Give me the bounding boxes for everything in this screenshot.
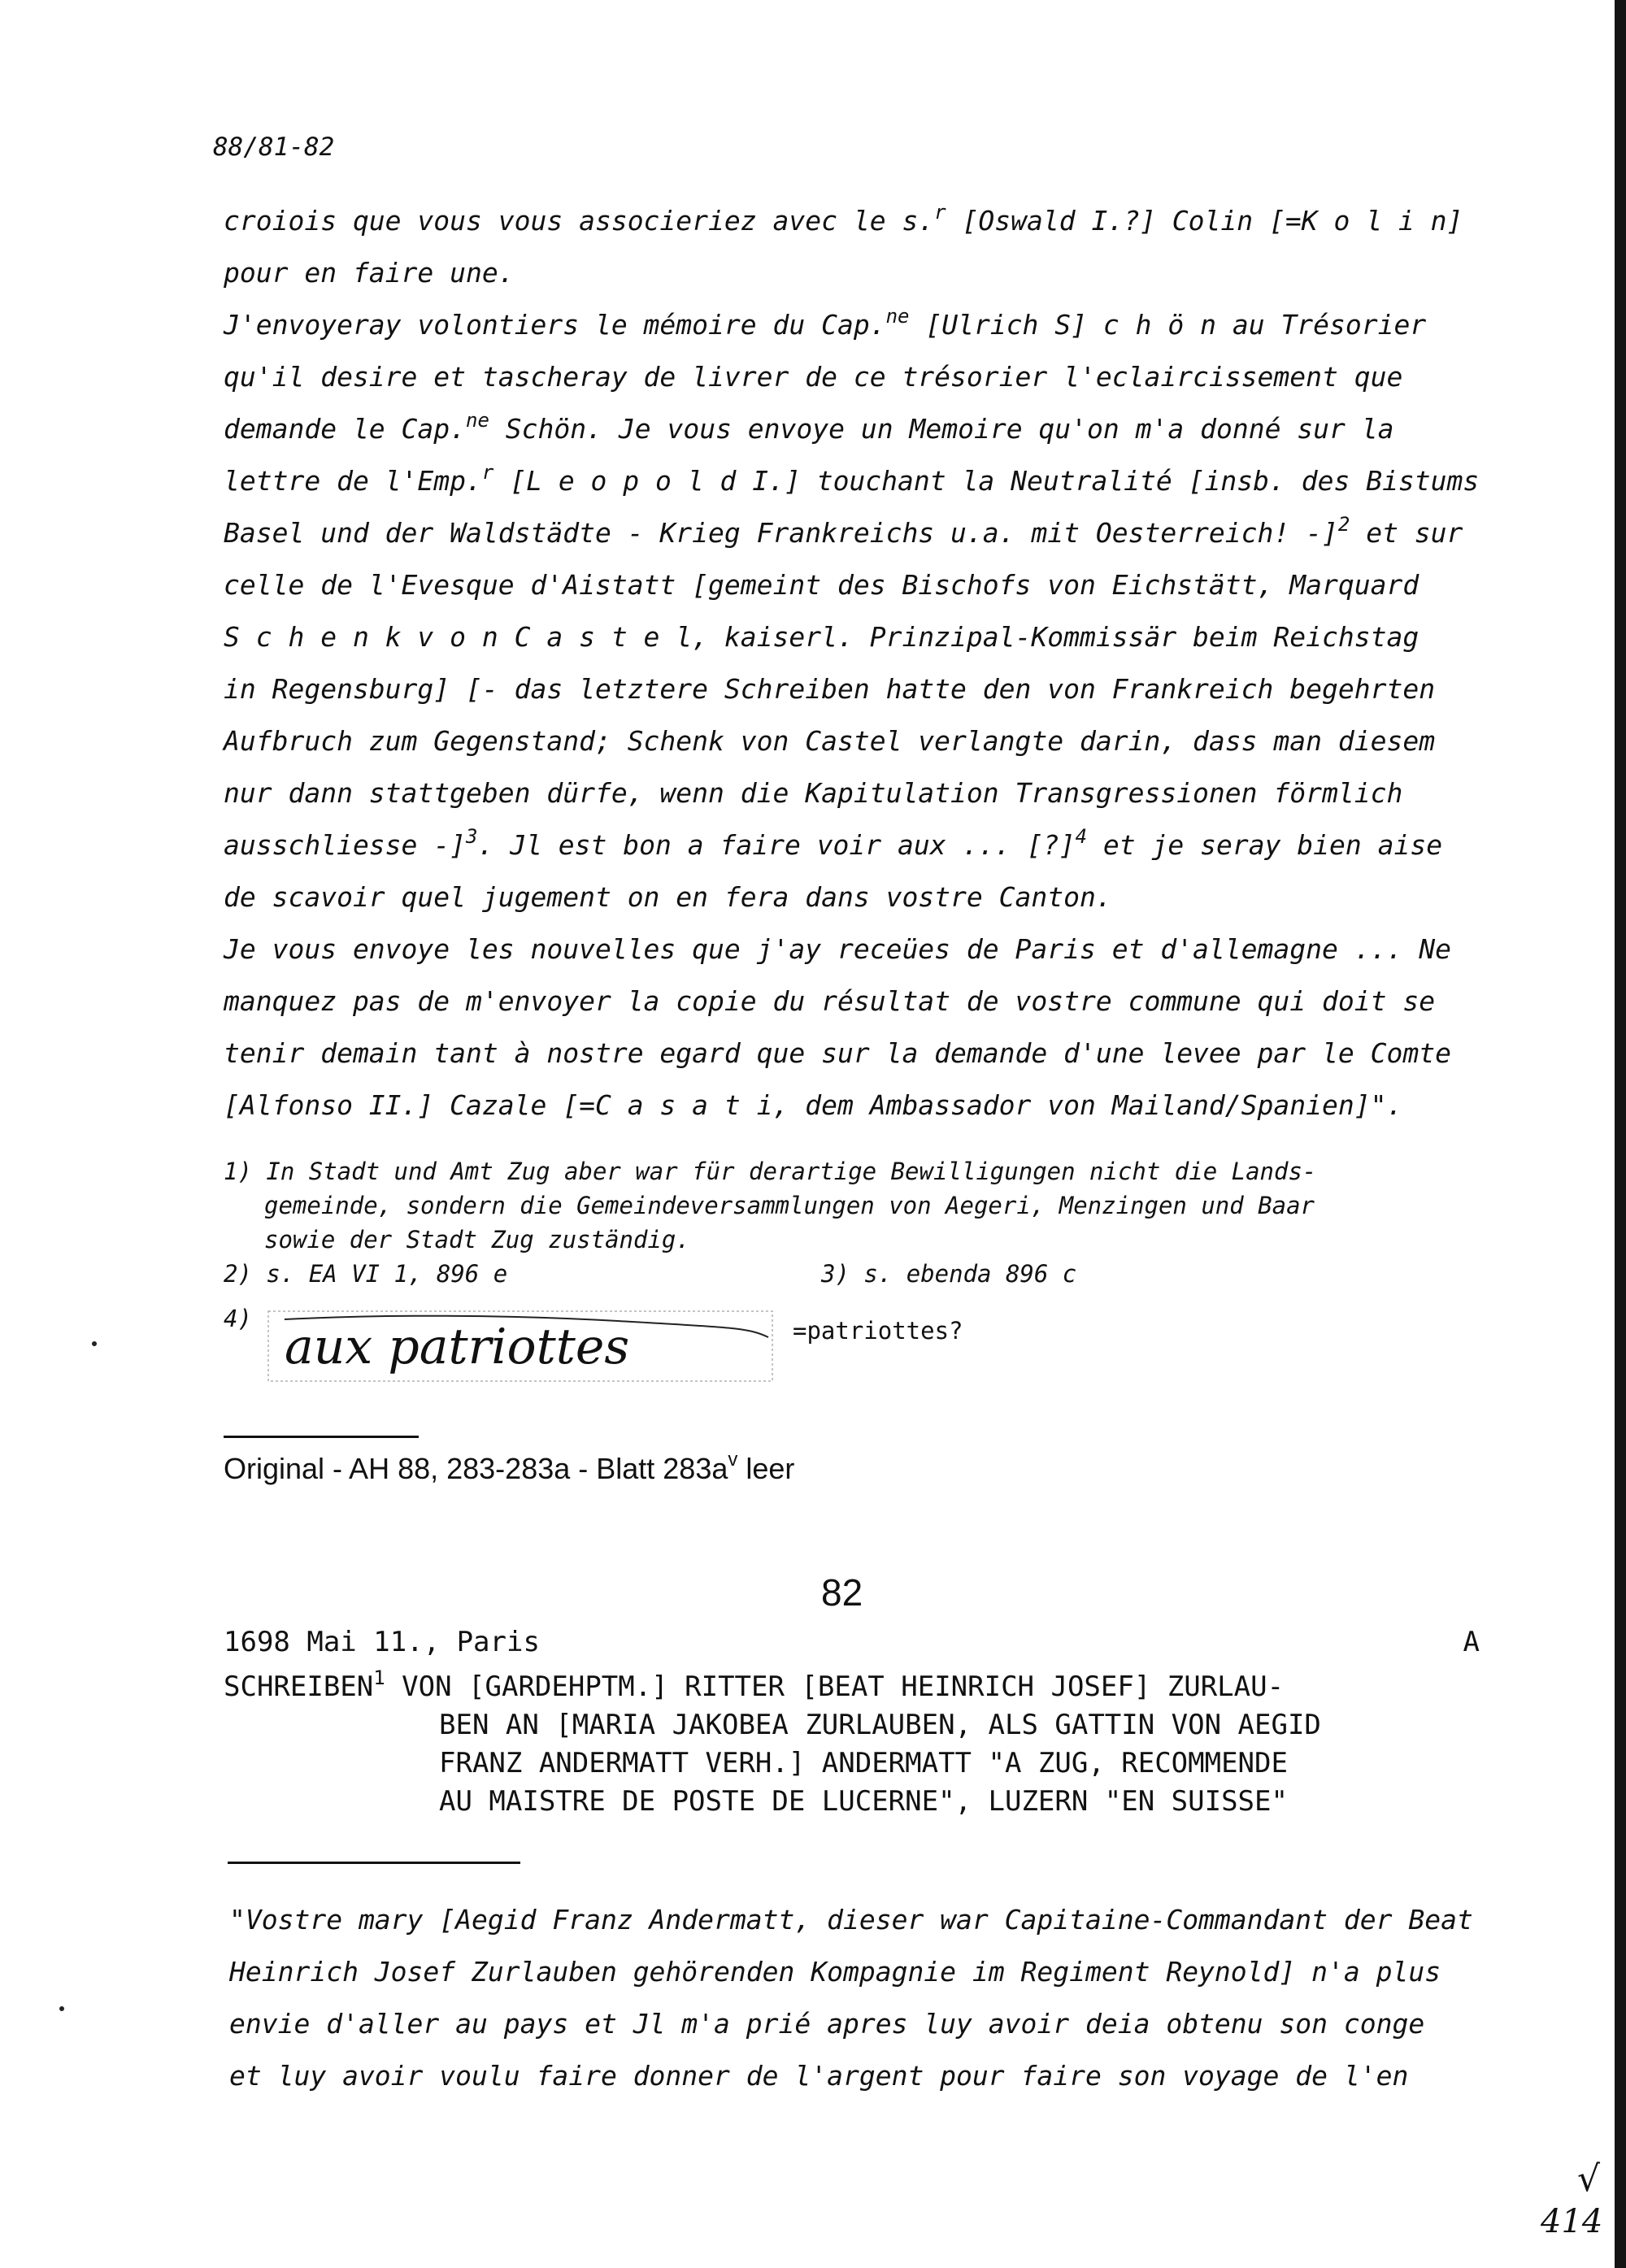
letter-line: envie d'aller au pays et Jl m'a prié apres luy avoir deia obtenu son conge — [229, 2008, 1425, 2040]
body-line: ausschliesse -]$^3$. Jl est bon a faire voir aux ... [?]$^4$ et je seray bien aise — [224, 825, 1443, 861]
footnote-3: 3) s. ebenda 896 c — [821, 1260, 1077, 1288]
scan-speck — [92, 1341, 97, 1346]
footnote-2: 2) s. EA VI 1, 896 e — [224, 1260, 508, 1288]
letter-line: et luy avoir voulu faire donner de l'argent pour faire son voyage de l'en — [229, 2060, 1409, 2092]
handwriting-sample-image — [260, 1305, 780, 1386]
body-line: pour en faire une. — [224, 257, 515, 289]
body-line: Basel und der Waldstädte - Krieg Frankreichs u.a. mit Oesterreich! -]$^2$ et sur — [224, 513, 1463, 549]
document-number: 82 — [821, 1571, 863, 1614]
letter-body-81 — [224, 195, 1492, 1132]
heading-line: AU MAISTRE DE POSTE DE LUCERNE", LUZERN "EN SUISSE" — [439, 1785, 1288, 1818]
footnote-4-gloss: =patriottes? — [793, 1317, 963, 1345]
body-line: de scavoir quel jugement on en fera dans vostre Canton. — [224, 881, 1112, 913]
body-line: [Alfonso II.] Cazale [=C a s a t i, dem Ambassador von Mailand/Spanien]". — [224, 1089, 1403, 1121]
footnotes — [224, 1154, 1492, 1291]
body-line: celle de l'Evesque d'Aistatt [gemeint des Bischofs von Eichstätt, Marquard — [224, 569, 1419, 601]
body-line: croiois que vous vous associeriez avec le s.$^r$ [Oswald I.?] Colin [=K o l i n] — [224, 201, 1463, 237]
dateline — [224, 1626, 1480, 1658]
body-line: Aufbruch zum Gegenstand; Schenk von Castel verlangte darin, dass man diesem — [224, 725, 1436, 757]
body-line: S c h e n k v o n C a s t e l, kaiserl. Prinzipal-Kommissär beim Reichstag — [224, 621, 1419, 653]
scan-speck — [59, 2006, 64, 2011]
body-line: J'envoyeray volontiers le mémoire du Cap.$^{ne}$ [Ulrich S] c h ö n au Trésorier — [224, 305, 1427, 341]
folio-number: 414 — [1541, 2203, 1603, 2240]
footnote-1-cont: gemeinde, sondern die Gemeindeversammlungen von Aegeri, Menzingen und Baar — [264, 1192, 1315, 1219]
body-line: in Regensburg] [- das letztere Schreiben hatte den von Frankreich begehrten — [224, 673, 1436, 705]
page-reference: 88/81-82 — [213, 133, 335, 162]
letter-line: "Vostre mary [Aegid Franz Andermatt, dieser war Capitaine-Commandant der Beat — [229, 1904, 1473, 1936]
footnote-4-label: 4) — [224, 1305, 252, 1332]
divider — [224, 1436, 419, 1438]
scan-border — [1615, 0, 1626, 2268]
date-place: 1698 Mai 11., Paris — [224, 1626, 540, 1658]
letter-line: Heinrich Josef Zurlauben gehörenden Kompagnie im Regiment Reynold] n'a plus — [229, 1956, 1441, 1988]
check-mark: √ — [1577, 2158, 1601, 2200]
body-line: manquez pas de m'envoyer la copie du résultat de vostre commune qui doit se — [224, 985, 1436, 1017]
body-line: demande le Cap.$^{ne}$ Schön. Je vous envoye un Memoire qu'on m'a donné sur la — [224, 409, 1394, 445]
body-line: Je vous envoye les nouvelles que j'ay receües de Paris et d'allemagne ... Ne — [224, 933, 1451, 965]
heading-first-line: SCHREIBEN$^1$ VON [GARDEHPTM.] RITTER [BEAT HEINRICH JOSEF] ZURLAU- — [224, 1666, 1285, 1703]
footnote-row-2-3 — [224, 1257, 1492, 1291]
footnote-1: 1) In Stadt und Amt Zug aber war für derartige Bewilligungen nicht die Lands- — [224, 1158, 1317, 1185]
handwritten-word: aux patriottes — [285, 1319, 630, 1375]
body-line: qu'il desire et tascheray de livrer de ce trésorier l'eclaircissement que — [224, 361, 1403, 393]
body-line: tenir demain tant à nostre egard que sur la demande d'une levee par le Comte — [224, 1037, 1451, 1069]
heading-line: FRANZ ANDERMATT VERH.] ANDERMATT "A ZUG, RECOMMENDE — [439, 1747, 1288, 1779]
heading-continuation — [439, 1706, 1321, 1821]
letter-body-82 — [229, 1894, 1498, 2102]
source-reference: Original - AH 88, 283-283a - Blatt $283a^v$ leer — [224, 1449, 795, 1485]
classification-letter: A — [1463, 1626, 1480, 1658]
footnote-1-cont: sowie der Stadt Zug zuständig. — [264, 1226, 690, 1253]
heading-line: BEN AN [MARIA JAKOBEA ZURLAUBEN, ALS GATTIN VON AEGID — [439, 1709, 1321, 1741]
body-line: nur dann stattgeben dürfe, wenn die Kapitulation Transgressionen förmlich — [224, 777, 1403, 809]
body-line: lettre de l'Emp.$^r$ [L e o p o l d I.] touchant la Neutralité [insb. des Bistums — [224, 461, 1480, 497]
divider — [228, 1862, 520, 1864]
